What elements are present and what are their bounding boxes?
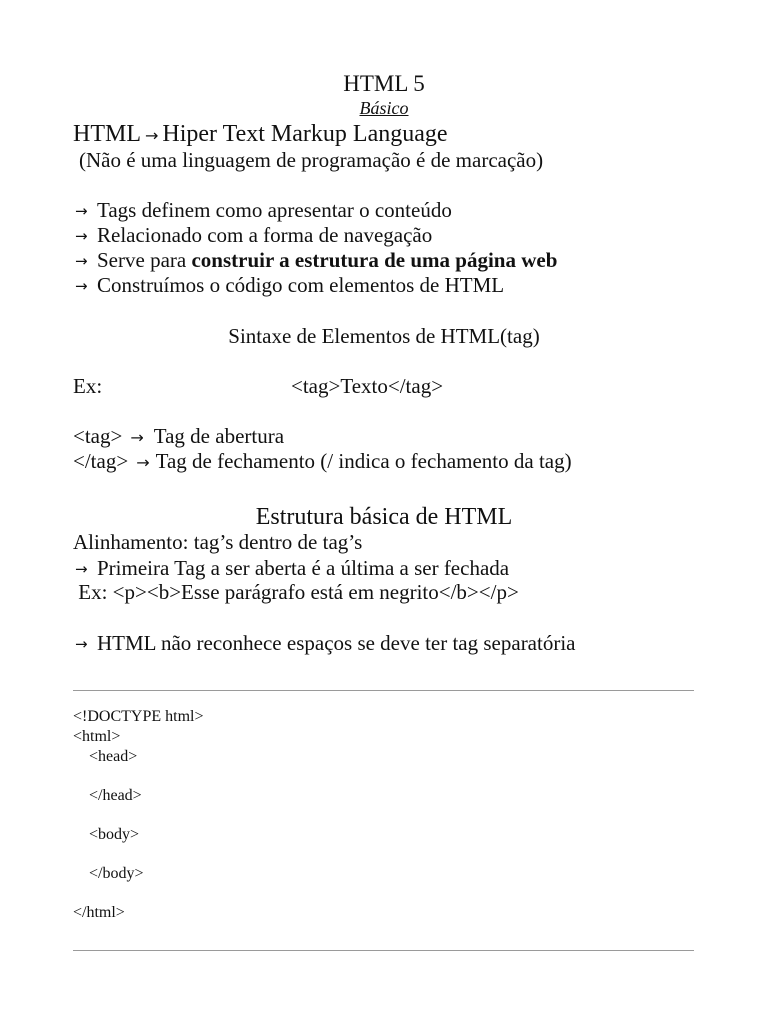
bullet-text: HTML não reconhece espaços se deve ter tag separatória <box>97 631 576 655</box>
divider-top <box>73 690 694 691</box>
close-tag-desc: Tag de fechamento (/ indica o fechamento da tag) <box>155 449 572 473</box>
bullet-text: Serve para <box>97 248 192 272</box>
bullet-item <box>75 198 452 224</box>
bullet-bold-text: construir a estrutura de uma página web <box>191 248 558 272</box>
arrow-right-icon: → <box>136 453 150 472</box>
close-tag-line <box>73 449 572 475</box>
bullet-text: Tags definem como apresentar o conteúdo <box>97 198 452 222</box>
code-line: <body> <box>73 826 140 843</box>
structure-heading: Estrutura básica de HTML <box>255 504 513 530</box>
page-title: HTML 5 <box>343 71 425 96</box>
code-line: </body> <box>73 865 144 882</box>
arrow-right-icon: → <box>75 252 88 270</box>
arrow-right-icon: → <box>75 227 88 245</box>
definition-expansion: Hiper Text Markup Language <box>162 121 448 147</box>
arrow-right-icon: → <box>75 277 88 295</box>
bullet-item <box>75 556 509 582</box>
arrow-right-icon: → <box>130 428 144 447</box>
example-label: Ex: <box>73 374 103 398</box>
close-tag: </tag> <box>73 449 129 473</box>
divider-bottom <box>73 950 694 951</box>
bullet-text: Relacionado com a forma de navegação <box>97 223 433 247</box>
code-line: <html> <box>73 728 121 745</box>
bullet-item <box>75 248 557 274</box>
bullet-item <box>75 223 432 249</box>
arrow-right-icon: → <box>75 635 88 653</box>
structure-example: Ex: <p><b>Esse parágrafo está em negrito</b></p> <box>73 580 519 604</box>
code-line: </html> <box>73 904 125 921</box>
page-subtitle: Básico <box>359 98 409 118</box>
arrow-right-icon: → <box>75 202 88 220</box>
definition-term: HTML <box>73 121 141 147</box>
open-tag-line <box>73 424 284 450</box>
definition-note: (Não é uma linguagem de programação é de marcação) <box>79 148 544 172</box>
bullet-text: Primeira Tag a ser aberta é a última a ser fechada <box>97 556 510 580</box>
open-tag: <tag> <box>73 424 123 448</box>
code-line: <!DOCTYPE html> <box>73 708 204 725</box>
syntax-heading: Sintaxe de Elementos de HTML(tag) <box>228 324 540 348</box>
code-line: </head> <box>73 787 142 804</box>
bullet-text: Construímos o código com elementos de HTML <box>97 273 505 297</box>
bullet-item <box>75 273 504 299</box>
definition-line <box>73 120 448 150</box>
arrow-right-icon: → <box>75 560 88 578</box>
code-line: <head> <box>73 748 138 765</box>
arrow-right-icon: → <box>145 126 159 145</box>
bullet-item <box>75 631 576 657</box>
alignment-text: Alinhamento: tag’s dentro de tag’s <box>73 530 363 554</box>
example-code: <tag>Texto</tag> <box>291 374 444 398</box>
open-tag-desc: Tag de abertura <box>153 424 285 448</box>
